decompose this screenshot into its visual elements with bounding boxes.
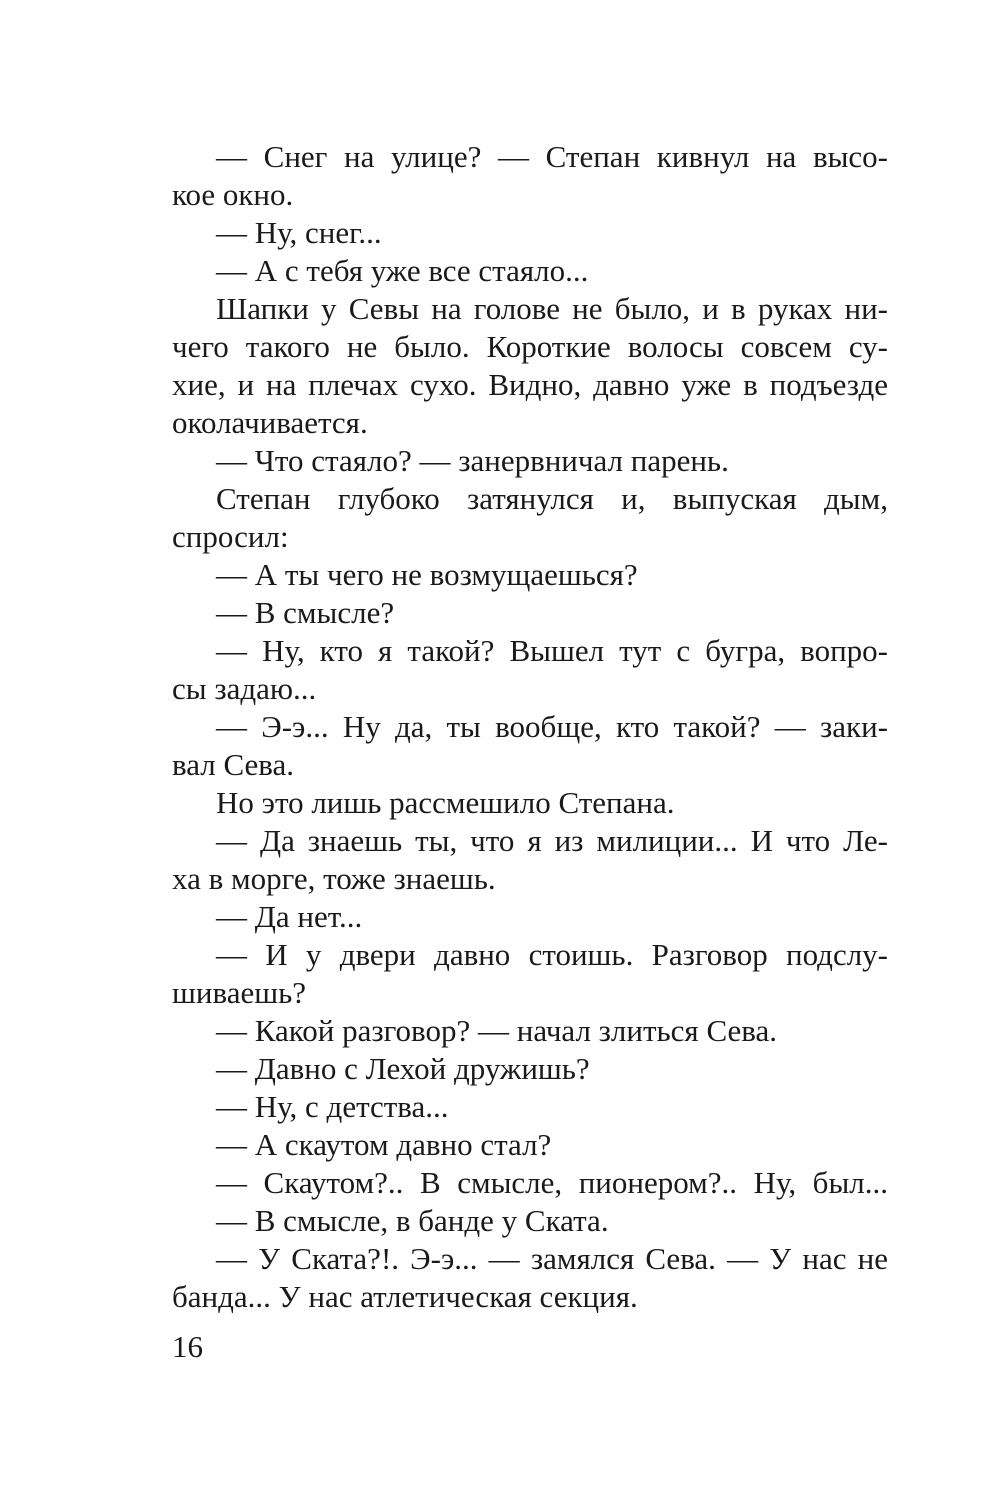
text-line: Шапки у Севы на голове не было, и в руках ни- [216,291,888,326]
text-line: — И у двери давно стоишь. Разговор подслу- [216,937,888,972]
text-line: — В смысле, в банде у Ската. [216,1203,609,1238]
text-line: — В смысле? [216,595,395,630]
text-line: вал Сева. [172,747,295,782]
text-line: Степан глубоко затянулся и, выпуская дым, [216,481,888,516]
text-line: — А ты чего не возмущаешься? [216,557,638,592]
text-line: — Снег на улице? — Степан кивнул на высо- [216,139,888,174]
text-line: — Ну, снег... [216,215,382,250]
text-line: — Да знаешь ты, что я из милиции... И что Ле- [216,823,888,858]
text-line: — Какой разговор? — начал злиться Сева. [216,1013,777,1048]
text-line: Но это лишь рассмешило Степана. [216,785,675,820]
text-line: — У Ската?!. Э-э... — замялся Сева. — У нас не [216,1241,888,1276]
page-number: 16 [172,1329,203,1364]
text-line: кое окно. [172,177,294,212]
text-line: чего такого не было. Короткие волосы совсем су- [172,329,888,364]
text-line: сы задаю... [172,671,317,706]
text-line: — Ну, кто я такой? Вышел тут с бугра, вопро- [216,633,888,668]
text-line: околачивается. [172,405,368,440]
text-line: — Э-э... Ну да, ты вообще, кто такой? — заки- [216,709,888,744]
text-line: спросил: [172,519,289,554]
text-line: ха в морге, тоже знаешь. [172,861,496,896]
text-line: хие, и на плечах сухо. Видно, давно уже в подъезде [172,367,888,402]
text-line: — Что стаяло? — занервничал парень. [216,443,729,478]
text-line: — А с тебя уже все стаяло... [216,253,589,288]
text-line: шиваешь? [172,975,306,1010]
text-line: банда... У нас атлетическая секция. [172,1279,638,1314]
text-line: — Ну, с детства... [216,1089,449,1124]
text-line: — А скаутом давно стал? [216,1127,552,1162]
text-line: — Да нет... [216,899,363,934]
text-line: — Давно с Лехой дружишь? [216,1051,590,1086]
text-line: — Скаутом?.. В смысле, пионером?.. Ну, был... [216,1165,888,1200]
